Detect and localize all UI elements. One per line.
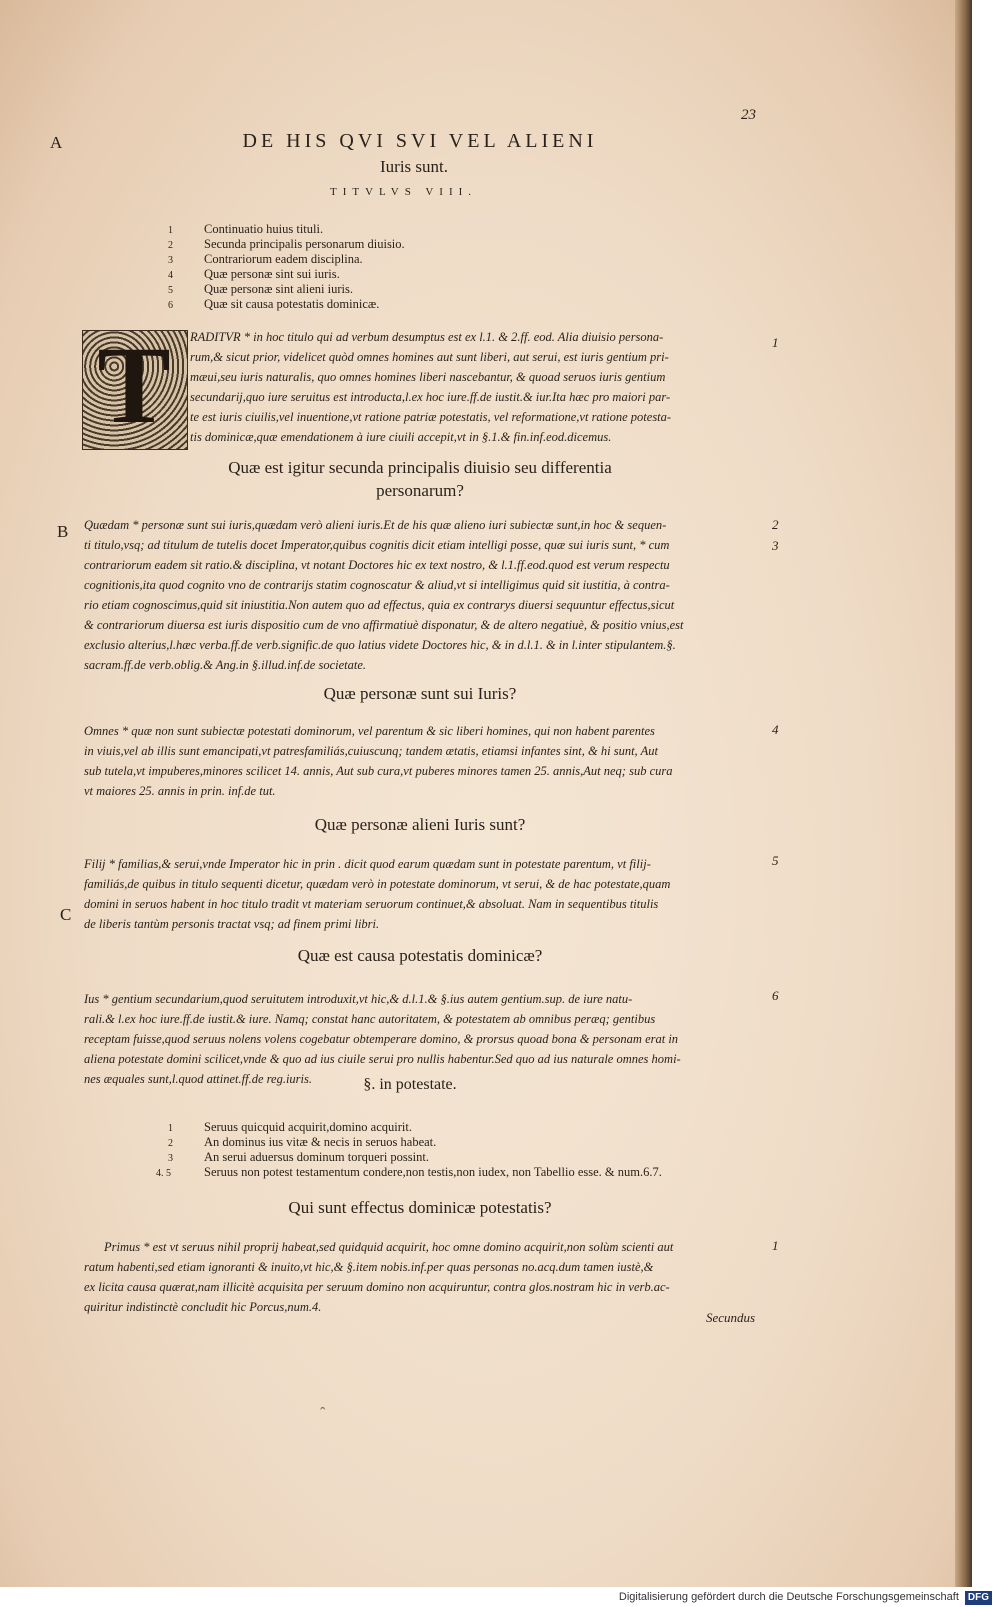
summary-item: 2 An dominus ius vitæ & necis in seruos habeat. [168,1135,437,1149]
text-line: receptam fuisse,quod seruus nolens volens cogebatur obtemperare domino, & prorsus quoad bona & personam erat in [84,1032,679,1046]
summary-item: 1 Seruus quicquid acquirit,domino acquirit. [168,1120,412,1134]
intro-line: secundarij,quo iure seruitus est introducta,l.ex hoc iure.ff.de iustit.& iur.Ita hæc pro maiori par- [190,390,671,404]
page-subtitle: Iuris sunt. [380,157,448,176]
section-heading: Quæ est igitur secunda principalis diuisio seu differentia [228,458,612,477]
dfg-logo: DFG [965,1591,992,1605]
ink-mark: ˆ [320,1405,326,1422]
section-heading: Quæ personæ alieni Iuris sunt? [314,815,526,834]
summary-item: 2 Secunda principalis personarum diuisio. [168,237,405,251]
page-edge [955,0,972,1587]
margin-number: 1 [772,1238,779,1253]
summary-item: 4. 5 Seruus non potest testamentum condere,non testis,non iudex, non Tabellio esse. & num.6.7. [156,1165,662,1179]
page-title: DE HIS QVI SVI VEL ALIENI [242,130,598,152]
intro-line: RADITVR * in hoc titulo qui ad verbum desumptus est ex l.1. & 2.ff. eod. Alia diuisio persona- [190,330,664,344]
intro-line: te est iuris ciuilis,vel inuentione,vt ratione patriæ potestatis, vel reformatione,vt ratione potesta- [190,410,672,424]
intro-line: mæui,seu iuris naturalis, quo omnes homines liberi nascebantur, & quoad seruos iuris gentium [190,370,666,384]
margin-letter-c: C [60,905,72,924]
margin-number: 6 [772,988,779,1003]
section-heading: Quæ personæ sunt sui Iuris? [323,684,517,703]
text-line: cognitionis,ita quod cognito vno de contrarijs statim cognoscatur & aliud,vt si intelligimus quid sit iustitia, à contra- [84,578,670,592]
margin-number: 3 [772,538,779,553]
text-line: contrariorum eadem sit ratio.& disciplina, vt notant Doctores hic ex text nostro, & l.1.ff.eod.quod est verum respectu [84,558,670,572]
summary-item: 4 Quæ personæ sint sui iuris. [168,267,340,281]
catchword: Secundus [706,1310,756,1325]
intro-line: rum,& sicut prior, videlicet quòd omnes homines aut sunt liberi, aut serui, est iuris gentium pri- [190,350,669,364]
text-line: Quædam * personæ sunt sui iuris,quædam verò alieni iuris.Et de his quæ alieno iuri subiectæ sunt,in hoc & sequen- [84,518,667,532]
summary-item: 3 Contrariorum eadem disciplina. [168,252,363,266]
text-line: rio etiam cognoscimus,quid sit iniustitia.Non autem quo ad effectus, quia ex contrarys diuersi sequuntur effectus,sicut [84,598,675,612]
drop-cap-letter: T [97,324,171,446]
text-line: Filij * familias,& serui,vnde Imperator hic in prin . dicit quod earum quædam sunt in potestate parentum, vt filij- [84,857,651,871]
section-heading: Qui sunt effectus dominicæ potestatis? [288,1198,552,1217]
margin-letter-b: B [57,522,69,541]
text-line: quiritur indistinctè concludit hic Porcus,num.4. [84,1300,322,1314]
text-line: ex licita causa quærat,nam illicitè acquisita per seruum domino non acquiruntur, contra glos.nostram hic in verb.ac- [84,1280,670,1294]
section-heading: Quæ est causa potestatis dominicæ? [297,946,543,965]
text-line: aliena potestate domini scilicet,vnde & quo ad ius ciuile serui pro nullis habentur.Sed quo ad ius naturale omnes homi- [84,1052,681,1066]
text-line: & contrariorum diuersa est iuris dispositio cum de vno affirmatiuè disponatur, & de altero negatiuè, & positio vnius,est [84,618,684,632]
text-line: de liberis tantùm personis tractat vsq; ad finem primi libri. [84,917,380,931]
margin-letter-a: A [50,133,63,152]
text-line: ti titulo,vsq; ad titulum de tutelis docet Imperator,quibus cognitis dicit etiam intelligi posse, quæ sui iuris sunt, * cum [84,538,670,552]
text-line: Primus * est vt seruus nihil proprij habeat,sed quidquid acquirit, hoc omne domino acquirit,non solùm scienti aut [104,1240,674,1254]
margin-number: 4 [772,722,779,737]
summary-item: 5 Quæ personæ sint alieni iuris. [168,282,353,296]
text-line: in viuis,vel ab illis sunt emancipati,vt patresfamiliás,cuiuscunq; tandem ætatis, etiamsi infantes sint, & hi sunt, Aut [84,744,658,758]
titulus-label: TITVLVS VIII. [330,186,478,198]
digitization-footer [0,1587,1000,1607]
page-number: 23 [741,107,756,123]
text-line: sacram.ff.de verb.oblig.& Ang.in §.illud.inf.de societate. [84,658,367,672]
intro-line: tis dominicæ,quæ emendationem à iure ciuili accepit,vt in §.1.& fin.inf.eod.dicemus. [190,430,612,444]
section-heading: personarum? [376,481,464,500]
margin-number: 2 [772,517,779,532]
summary-item: 6 Quæ sit causa potestatis dominicæ. [168,297,380,311]
subsection-title: §. in potestate. [363,1076,457,1093]
text-line: exclusio alterius,l.hæc verba.ff.de verb.signific.de quo latius videte Doctores hic, & in d.l.1. & in l.inter stipulantem.§. [84,638,676,652]
text-line: Omnes * quæ non sunt subiectæ potestati dominorum, vel parentum & sic liberi homines, qui non habent parentes [84,724,655,738]
text-line: sub tutela,vt impuberes,minores scilicet 14. annis, Aut sub cura,vt puberes minores tamen 25. annis,Aut neq; sub cura [84,764,673,778]
text-line: domini in seruos habent in hoc titulo tradit vt materiam seruorum continuet,& absoluat. Nam in sequentibus titulis [84,897,659,911]
text-line: Ius * gentium secundarium,quod seruitutem introduxit,vt hic,& d.l.1.& §.ius autem gentium.sup. de iure natu- [84,992,633,1006]
text-line: ratum habenti,sed etiam ignoranti & inuito,vt hic,& §.item nobis.inf.per quas personas no.acq.dum tamen iustè,& [84,1260,654,1274]
text-line: nes æquales sunt,l.quod attinet.ff.de reg.iuris. [84,1072,313,1086]
text-line: rali.& l.ex hoc iure.ff.de iustit.& iure. Namq; constat hanc autoritatem, & potestatem ab omnibus peræq; gentibus [84,1012,656,1026]
summary-item: 1 Continuatio huius tituli. [168,222,324,236]
summary-item: 3 An serui aduersus dominum torqueri possint. [168,1150,429,1164]
margin-number: 5 [772,853,779,868]
margin-number: 1 [772,335,779,350]
text-line: vt maiores 25. annis in prin. inf.de tut. [84,784,276,798]
text-line: familiás,de quibus in titulo sequenti dicetur, quædam verò in potestate dominorum, vt serui, & de hac potestate,quam [84,877,671,891]
footer-text: Digitalisierung gefördert durch die Deutsche Forschungsgemeinschaft [618,1591,959,1603]
